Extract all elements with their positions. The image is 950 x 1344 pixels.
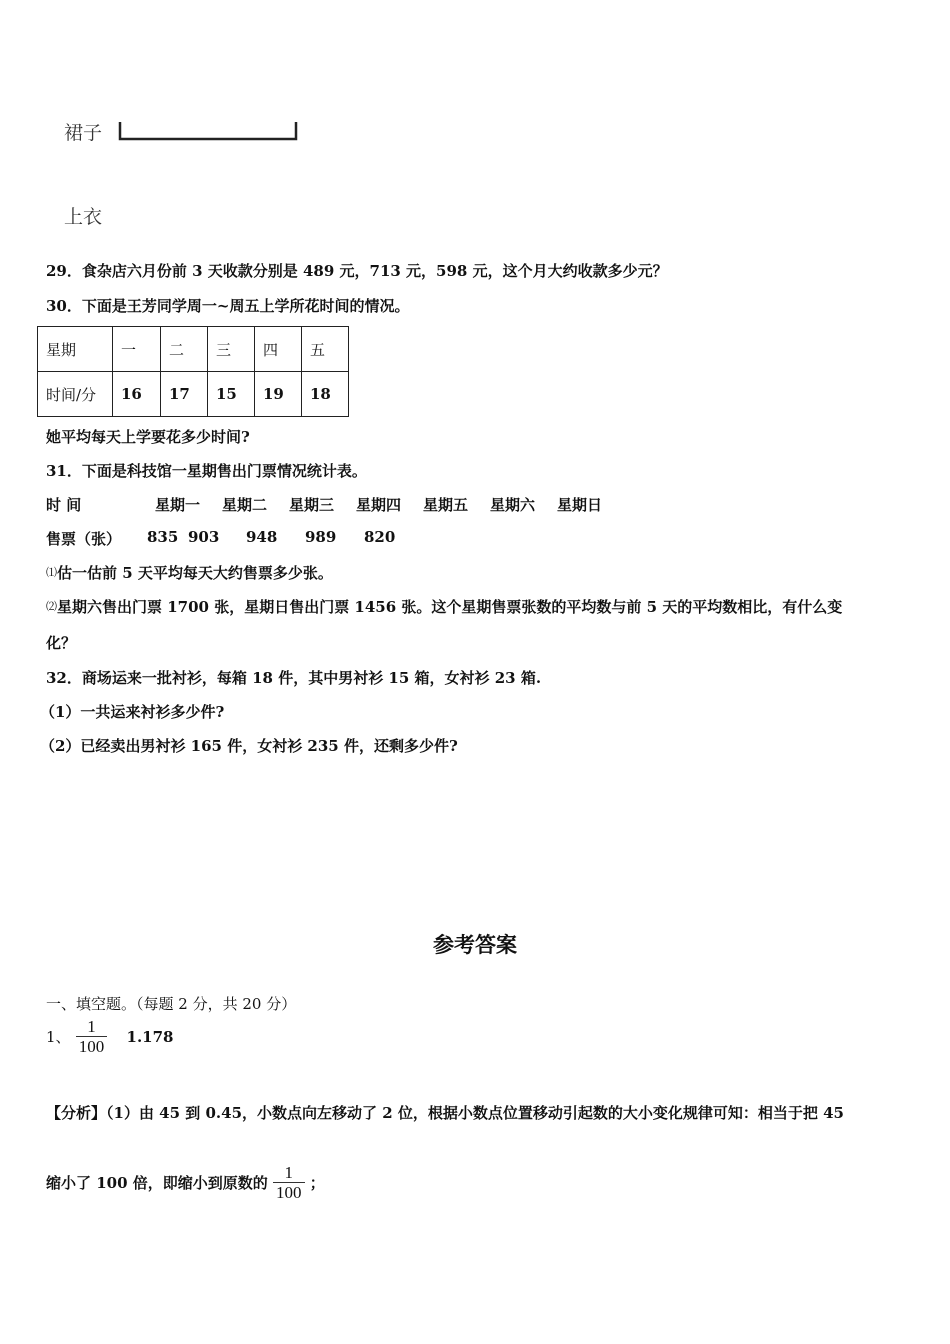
question-31-part-2-cont: 化？ bbox=[46, 634, 77, 652]
label-top: 上衣 bbox=[64, 206, 103, 228]
day-label: 星期一 bbox=[155, 496, 201, 514]
time-table bbox=[37, 326, 349, 417]
analysis-line-2 bbox=[46, 1163, 325, 1202]
table-row bbox=[38, 372, 349, 417]
answers-title: 参考答案 bbox=[433, 933, 517, 957]
table-cell: 16 bbox=[113, 372, 161, 417]
ticket-sales-label: 售票（张） bbox=[46, 530, 122, 548]
question-31: 31．下面是科技馆一星期售出门票情况统计表。 bbox=[46, 462, 367, 480]
table-cell: 17 bbox=[161, 372, 208, 417]
question-30-ask: 她平均每天上学要花多少时间? bbox=[46, 428, 250, 446]
sales-value: 989 bbox=[305, 528, 337, 546]
question-31-part-1 bbox=[46, 562, 333, 583]
part-text: 估一估前 5 天平均每天大约售票多少张。 bbox=[57, 564, 333, 582]
table-cell: 18 bbox=[302, 372, 349, 417]
table-cell: 19 bbox=[255, 372, 302, 417]
sales-value: 820 bbox=[364, 528, 396, 546]
day-label: 星期五 bbox=[423, 496, 469, 514]
analysis-text-end: ； bbox=[309, 1174, 325, 1192]
table-cell: 三 bbox=[208, 327, 255, 372]
part-text: 星期六售出门票 1700 张，星期日售出门票 1456 张。这个星期售票张数的平均数与前 5 天的平均数相比，有什么变 bbox=[57, 598, 843, 616]
fraction bbox=[76, 1017, 108, 1056]
answer-value: 1.178 bbox=[126, 1027, 174, 1046]
part-marker: ⑵ bbox=[46, 600, 57, 613]
label-skirt: 裙子 bbox=[64, 122, 103, 144]
part-marker: ⑴ bbox=[46, 566, 57, 579]
ticket-header-label: 时 间 bbox=[46, 496, 82, 514]
day-label: 星期日 bbox=[557, 496, 603, 514]
sales-value: 835 bbox=[147, 528, 179, 546]
analysis-line-1: 【分析】（1）由 45 到 0.45，小数点向左移动了 2 位，根据小数点位置移动引起数的大小变化规律可知：相当于把 45 bbox=[46, 1104, 844, 1122]
sales-value: 903 bbox=[188, 528, 220, 546]
question-29: 29．食杂店六月份前 3 天收款分别是 489 元，713 元，598 元，这个月大约收款多少元？ bbox=[46, 262, 668, 280]
fraction-denominator: 100 bbox=[273, 1182, 305, 1202]
table-cell: 一 bbox=[113, 327, 161, 372]
fraction-numerator: 1 bbox=[284, 1163, 293, 1182]
day-label: 星期三 bbox=[289, 496, 335, 514]
fraction-numerator: 1 bbox=[87, 1017, 96, 1036]
fraction bbox=[273, 1163, 305, 1202]
table-cell: 星期 bbox=[38, 327, 113, 372]
skirt-bar-bracket bbox=[116, 120, 301, 146]
table-cell: 二 bbox=[161, 327, 208, 372]
answer-number: 1、 bbox=[46, 1028, 71, 1046]
question-31-part-2 bbox=[46, 596, 842, 617]
table-row bbox=[38, 327, 349, 372]
question-32-part-1: （1）一共运来衬衫多少件? bbox=[40, 703, 225, 721]
table-cell: 五 bbox=[302, 327, 349, 372]
day-label: 星期六 bbox=[490, 496, 536, 514]
fraction-denominator: 100 bbox=[76, 1036, 108, 1056]
table-cell: 15 bbox=[208, 372, 255, 417]
question-32: 32．商场运来一批衬衫，每箱 18 件，其中男衬衫 15 箱，女衬衫 23 箱. bbox=[46, 669, 542, 687]
analysis-text: 缩小了 100 倍，即缩小到原数的 bbox=[46, 1174, 268, 1192]
question-32-part-2: （2）已经卖出男衬衫 165 件，女衬衫 235 件，还剩多少件? bbox=[40, 737, 458, 755]
answer-1 bbox=[46, 1017, 174, 1056]
section-1-heading: 一、填空题。（每题 2 分，共 20 分） bbox=[46, 995, 297, 1013]
sales-value: 948 bbox=[246, 528, 278, 546]
table-cell: 四 bbox=[255, 327, 302, 372]
day-label: 星期四 bbox=[356, 496, 402, 514]
question-30: 30．下面是王芳同学周一~周五上学所花时间的情况。 bbox=[46, 297, 410, 315]
day-label: 星期二 bbox=[222, 496, 268, 514]
table-cell: 时间/分 bbox=[38, 372, 113, 417]
